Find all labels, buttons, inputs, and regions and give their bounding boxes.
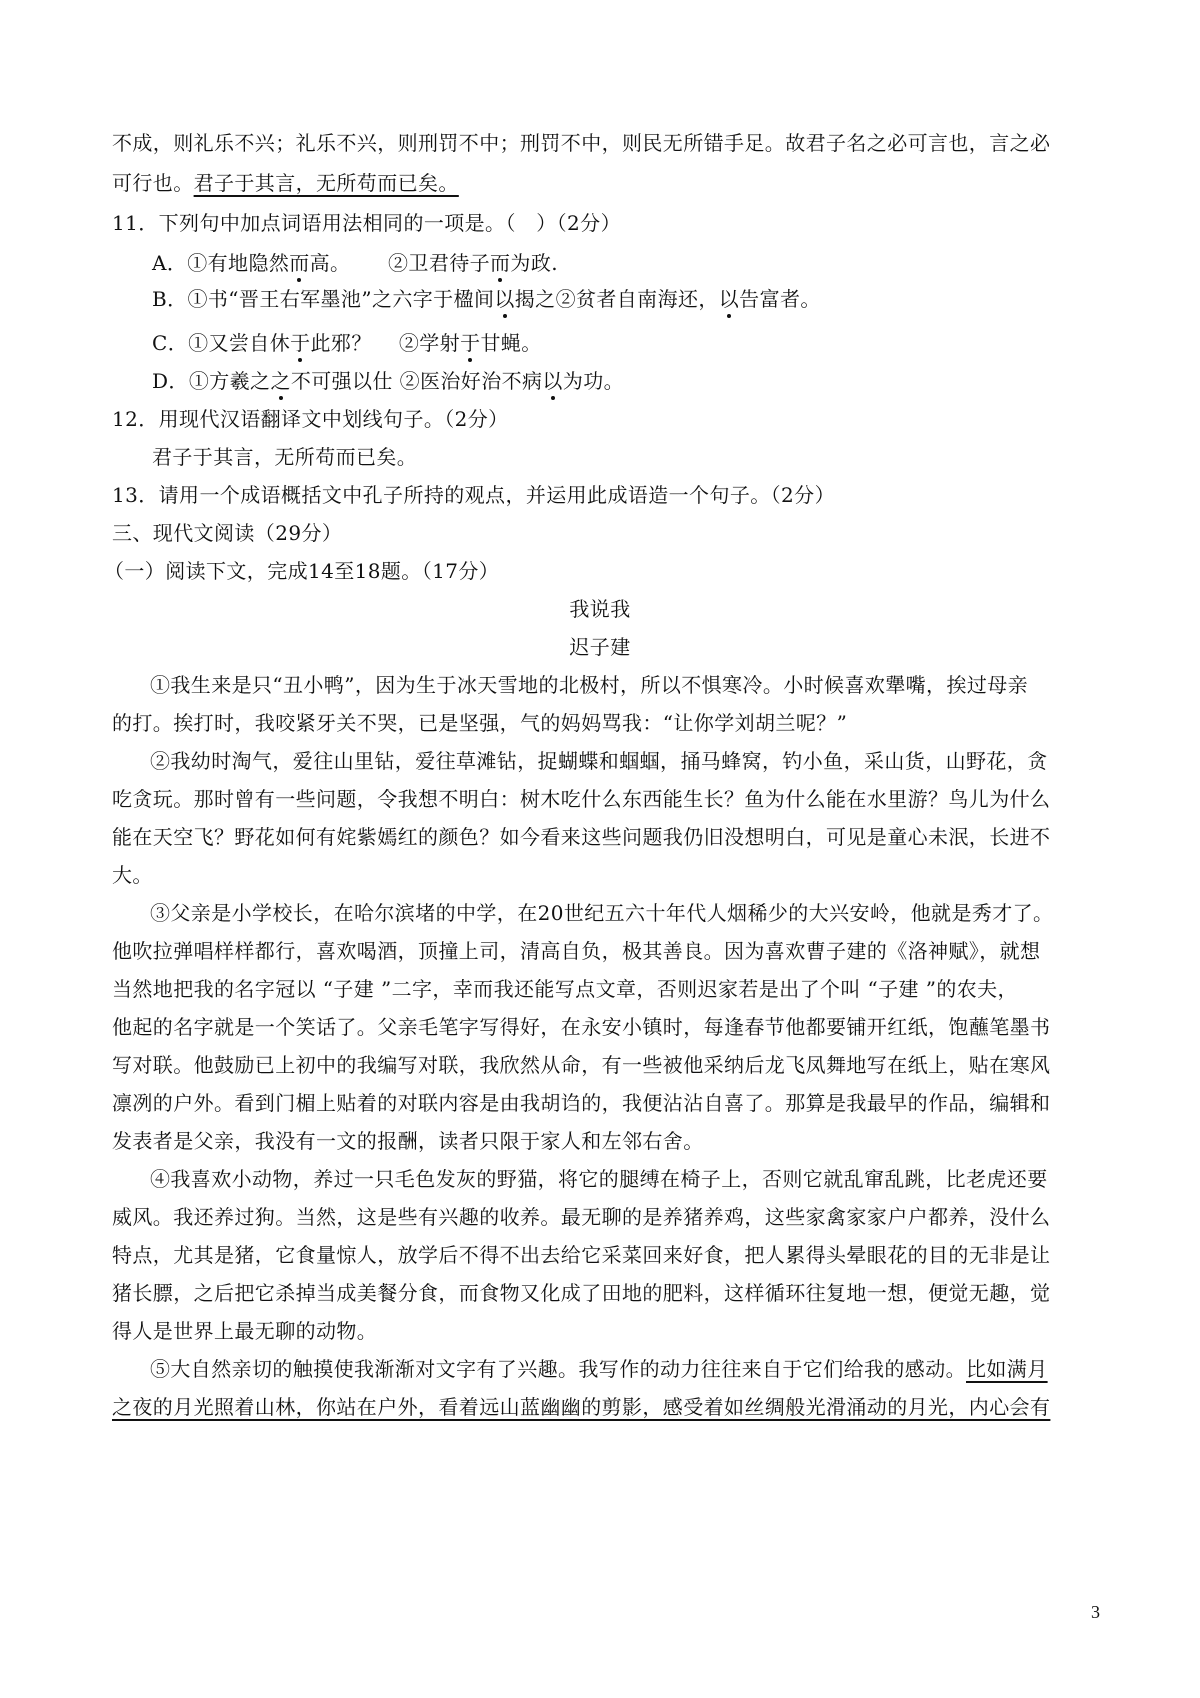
- q12-sentence: 君子于其言，无所苟而已矣。: [152, 445, 418, 469]
- dotted-word: 于: [290, 331, 311, 355]
- article-line: 得人是世界上最无聊的动物。: [112, 1319, 378, 1343]
- underlined-sentence: 君子于其言，无所苟而已矣。: [193, 171, 459, 195]
- section-title: 三、现代文阅读（29分）: [112, 521, 343, 545]
- q11-option-b: B．①书“晋王右军墨池”之六字于楹间以揭之②贫者自南海还，以告富者。: [152, 287, 821, 311]
- q11-option-d: D．①方羲之之不可强以仕 ②医治好治不病以为功。: [152, 369, 625, 393]
- article-line: 写对联。他鼓励已上初中的我编写对联，我欣然从命，有一些被他采纳后龙飞凤舞地写在纸上，贴在寒风: [112, 1053, 1051, 1077]
- dotted-word: 而: [289, 251, 310, 275]
- article-line: 发表者是父亲，我没有一文的报酬，读者只限于家人和左邻右舍。: [112, 1129, 704, 1153]
- question-13-stem: 13．请用一个成语概括文中孔子所持的观点，并运用此成语造一个句子。（2分）: [112, 483, 835, 507]
- passage-line: 可行也。君子于其言，无所苟而已矣。: [112, 171, 459, 195]
- article-line: ④我喜欢小动物，养过一只毛色发灰的野猫，将它的腿缚在椅子上，否则它就乱窜乱跳，比老虎还要: [150, 1167, 1048, 1191]
- page-number: 3: [1091, 1602, 1100, 1622]
- article-line: ③父亲是小学校长，在哈尔滨堵的中学，在20世纪五六十年代人烟稀少的大兴安岭，他就是秀才了。: [150, 901, 1054, 925]
- question-11-stem: 11．下列句中加点词语用法相同的一项是。（ ）（2分）: [112, 211, 621, 235]
- article-author: 迟子建: [569, 635, 631, 659]
- article-line: ①我生来是只“丑小鸭”，因为生于冰天雪地的北极村，所以不惧寒冷。小时候喜欢犟嘴，挨过母亲: [150, 673, 1029, 697]
- passage-line: 不成，则礼乐不兴；礼乐不兴，则刑罚不中；刑罚不中，则民无所错手足。故君子名之必可言也，言之必: [112, 131, 1051, 155]
- dotted-word: 以: [494, 287, 515, 311]
- underlined-sentence: 比如满月: [966, 1357, 1048, 1381]
- question-12-stem: 12．用现代汉语翻译文中划线句子。（2分）: [112, 407, 509, 431]
- q11-option-a: A．①有地隐然而高。 ②卫君待子而为政.: [152, 251, 558, 275]
- article-line: 凛冽的户外。看到门楣上贴着的对联内容是由我胡诌的，我便沾沾自喜了。那算是我最早的作品，编辑和: [112, 1091, 1051, 1115]
- dotted-word: 之: [270, 369, 291, 393]
- underlined-sentence: 之夜的月光照着山林，你站在户外，看着远山蓝幽幽的剪影，感受着如丝绸般光滑涌动的月光，内心会有: [112, 1395, 1051, 1419]
- article-line: 他起的名字就是一个笑话了。父亲毛笔字写得好，在永安小镇时，每逢春节他都要铺开红纸，饱蘸笔墨书: [112, 1015, 1051, 1039]
- article-line: ②我幼时淘气，爱往山里钻，爱往草滩钻，捉蝴蝶和蝈蝈，捅马蜂窝，钓小鱼，采山货，山野花，贪: [150, 749, 1048, 773]
- article-line: 特点，尤其是猪，它食量惊人，放学后不得不出去给它采菜回来好食，把人累得头晕眼花的目的无非是让: [112, 1243, 1051, 1267]
- article-line: 威风。我还养过狗。当然，这是些有兴趣的收养。最无聊的是养猪养鸡，这些家禽家家户户都养，没什么: [112, 1205, 1051, 1229]
- section-subtitle: （一）阅读下文，完成14至18题。（17分）: [104, 559, 500, 583]
- article-line: 能在天空飞？野花如何有姹紫嫣红的颜色？如今看来这些问题我仍旧没想明白，可见是童心未泯，长进不: [112, 825, 1051, 849]
- article-line: 吃贪玩。那时曾有一些问题，令我想不明白：树木吃什么东西能生长？鱼为什么能在水里游？鸟儿为什么: [112, 787, 1051, 811]
- article-line: 当然地把我的名字冠以 “子建 ”二字，幸而我还能写点文章，否则迟家若是出了个叫 “子建 ”的农夫，: [112, 977, 1018, 1001]
- dotted-word: 于: [460, 331, 481, 355]
- article-line: 猪长膘，之后把它杀掉当成美餐分食，而食物又化成了田地的肥料，这样循环往复地一想，便觉无趣，觉: [112, 1281, 1051, 1305]
- article-line: ⑤大自然亲切的触摸使我渐渐对文字有了兴趣。我写作的动力往往来自于它们给我的感动。比如满月: [150, 1357, 1048, 1381]
- article-line: 他吹拉弹唱样样都行，喜欢喝酒，顶撞上司，清高自负，极其善良。因为喜欢曹子建的《洛神赋》，就想: [112, 939, 1041, 963]
- dotted-word: 以: [542, 369, 563, 393]
- dotted-word: 而: [490, 251, 511, 275]
- article-title: 我说我: [569, 597, 631, 621]
- q11-option-c: C．①又尝自休于此邪？ ②学射于甘蝇。: [152, 331, 542, 355]
- dotted-word: 以: [718, 287, 740, 311]
- article-line: 大。: [112, 863, 153, 887]
- article-line: 的打。挨打时，我咬紧牙关不哭，已是坚强，气的妈妈骂我：“让你学刘胡兰呢？”: [112, 711, 848, 735]
